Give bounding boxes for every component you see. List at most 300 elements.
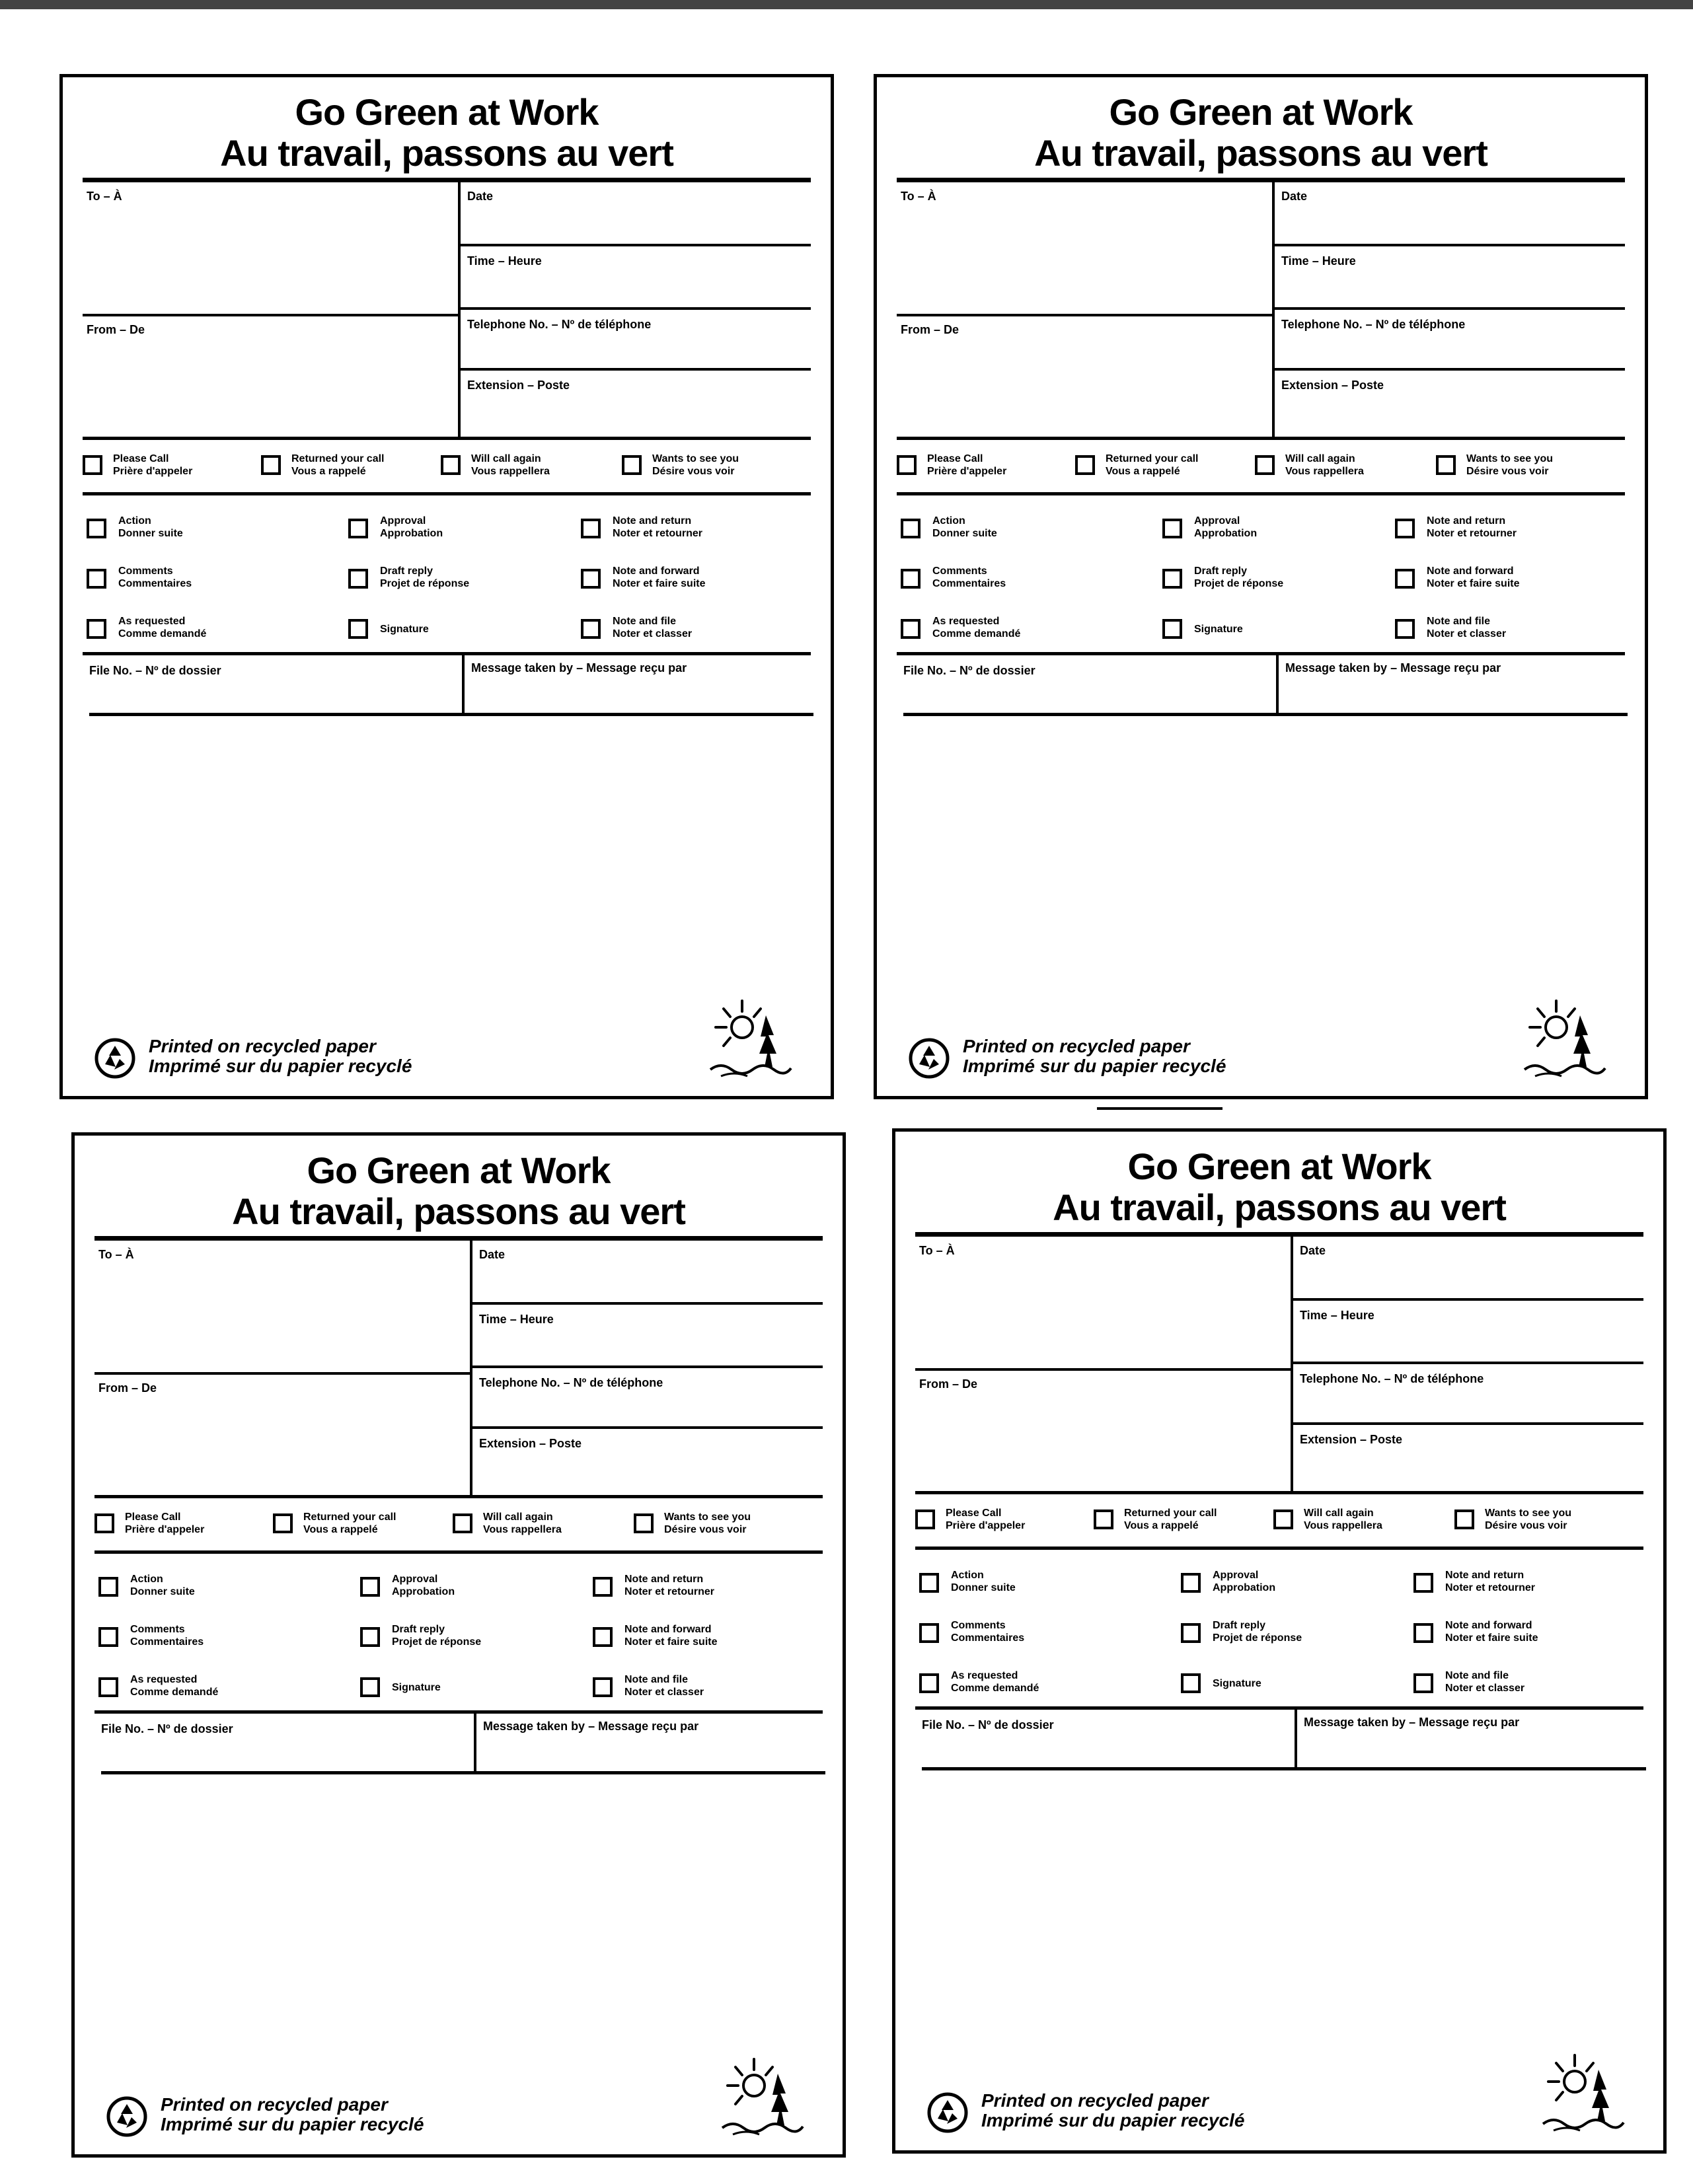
- action-option-label: [624, 1623, 717, 1648]
- action-option-checkbox[interactable]: [348, 569, 368, 589]
- to-from-rule: [915, 1368, 1292, 1371]
- action-option-en: Note and return: [1445, 1570, 1524, 1581]
- action-option-checkbox[interactable]: [87, 519, 106, 538]
- fields-bottom-rule: [94, 1495, 823, 1498]
- action-option-label: [613, 615, 692, 640]
- action-option-label: [932, 565, 1006, 590]
- action-option-en: Note and return: [1427, 515, 1506, 527]
- slip-title-fr: Au travail, passons au vert: [220, 132, 673, 174]
- action-option-en: Approval: [380, 515, 426, 527]
- call-option-fr: Vous rappellera: [1285, 466, 1364, 477]
- action-option-label: [130, 1573, 195, 1598]
- action-option-label: [380, 515, 443, 540]
- action-option-fr: Donner suite: [118, 528, 183, 539]
- action-option-checkbox[interactable]: [581, 569, 601, 589]
- action-option-checkbox[interactable]: [581, 519, 601, 538]
- sun-tree-logo-icon: [720, 2054, 806, 2140]
- call-option-label: [1285, 453, 1364, 478]
- call-option-en: Returned your call: [303, 1511, 396, 1523]
- action-option-en: Signature: [380, 624, 429, 635]
- call-option-fr: Vous a rappelé: [303, 1524, 378, 1535]
- file-no-label: File No. – Nº de dossier: [89, 664, 221, 677]
- title-rule: [897, 178, 1625, 182]
- call-option-checkbox[interactable]: [94, 1513, 114, 1533]
- action-option-fr: Donner suite: [130, 1586, 195, 1597]
- file-divider: [474, 1712, 476, 1774]
- action-option-en: Note and return: [613, 515, 692, 527]
- title-rule: [94, 1236, 823, 1241]
- slip-title-en: Go Green at Work: [295, 91, 599, 133]
- call-option-checkbox[interactable]: [897, 455, 917, 475]
- action-option-label: [1445, 1569, 1535, 1594]
- recycle-icon: [909, 1038, 950, 1079]
- time-rule: [1273, 307, 1625, 310]
- call-option-label: [664, 1511, 751, 1536]
- action-option-checkbox[interactable]: [901, 519, 921, 538]
- action-option-fr: Noter et faire suite: [624, 1636, 718, 1648]
- call-option-label: [471, 453, 550, 478]
- action-option-fr: Comme demandé: [932, 628, 1021, 639]
- to-from-rule: [94, 1372, 471, 1375]
- message-taken-label: Message taken by – Message reçu par: [471, 661, 687, 674]
- footer-fr: Imprimé sur du papier recyclé: [149, 1056, 412, 1076]
- sun-tree-logo-icon: [708, 996, 794, 1081]
- to-label: To – À: [87, 190, 122, 203]
- action-option-label: [1427, 565, 1519, 590]
- call-option-label: [291, 453, 384, 478]
- call-option-label: [1124, 1507, 1217, 1532]
- action-option-label: [951, 1619, 1024, 1644]
- action-option-label: [1427, 615, 1506, 640]
- phone-rule: [459, 368, 811, 371]
- call-option-label: [1485, 1507, 1571, 1532]
- action-option-checkbox[interactable]: [360, 1577, 380, 1597]
- call-option-label: [652, 453, 739, 478]
- action-option-en: As requested: [951, 1670, 1018, 1681]
- title-rule: [915, 1232, 1643, 1237]
- call-option-en: Please Call: [946, 1508, 1002, 1519]
- call-option-en: Will call again: [1285, 453, 1355, 464]
- action-option-fr: Projet de réponse: [1194, 578, 1284, 589]
- date-label: Date: [467, 190, 494, 203]
- footer-en: Printed on recycled paper: [981, 2090, 1209, 2111]
- message-taken-label: Message taken by – Message reçu par: [1304, 1716, 1520, 1729]
- action-option-en: Comments: [130, 1624, 185, 1635]
- call-option-label: [483, 1511, 562, 1536]
- call-row-rule: [83, 492, 811, 495]
- action-option-fr: Noter et classer: [613, 628, 693, 639]
- action-option-checkbox[interactable]: [1181, 1573, 1201, 1593]
- call-option-en: Please Call: [125, 1511, 181, 1523]
- call-option-en: Wants to see you: [1466, 453, 1553, 464]
- action-option-checkbox[interactable]: [593, 1677, 613, 1697]
- extension-label: Extension – Poste: [1281, 379, 1384, 392]
- action-option-fr: Noter et faire suite: [613, 578, 706, 589]
- action-option-fr: Approbation: [392, 1586, 455, 1597]
- action-option-label: [932, 615, 1020, 640]
- action-option-label: [130, 1673, 218, 1698]
- action-option-checkbox[interactable]: [1413, 1623, 1433, 1643]
- footer-en: Printed on recycled paper: [963, 1036, 1190, 1056]
- phone-rule: [471, 1426, 823, 1429]
- call-option-en: Wants to see you: [664, 1511, 751, 1523]
- call-option-en: Will call again: [483, 1511, 553, 1523]
- action-option-checkbox[interactable]: [581, 619, 601, 639]
- slip-title-en: Go Green at Work: [1127, 1146, 1431, 1187]
- slip-title-fr: Au travail, passons au vert: [1053, 1186, 1506, 1228]
- action-option-label: [1194, 515, 1257, 540]
- call-option-checkbox[interactable]: [622, 455, 642, 475]
- action-option-label: [951, 1669, 1039, 1694]
- action-option-en: Approval: [1213, 1570, 1259, 1581]
- action-option-en: Note and file: [1427, 616, 1491, 627]
- action-option-en: Draft reply: [392, 1624, 445, 1635]
- action-option-checkbox[interactable]: [901, 619, 921, 639]
- recycle-icon: [927, 2092, 968, 2133]
- action-option-checkbox[interactable]: [87, 619, 106, 639]
- call-option-label: [125, 1511, 204, 1536]
- action-option-label: [613, 515, 702, 540]
- action-option-fr: Projet de réponse: [392, 1636, 482, 1648]
- message-slip-4: [892, 1128, 1667, 2154]
- action-option-en: Note and forward: [1445, 1620, 1532, 1631]
- action-option-checkbox[interactable]: [87, 569, 106, 589]
- call-option-checkbox[interactable]: [453, 1513, 472, 1533]
- file-bottom-rule: [922, 1767, 1646, 1770]
- action-option-label: [1445, 1619, 1538, 1644]
- action-option-en: Note and forward: [1427, 565, 1514, 577]
- action-option-label: [118, 565, 192, 590]
- call-option-fr: Prière d'appeler: [946, 1520, 1026, 1531]
- action-option-fr: Projet de réponse: [1213, 1632, 1302, 1644]
- call-option-label: [1304, 1507, 1382, 1532]
- action-option-checkbox[interactable]: [919, 1573, 939, 1593]
- action-option-en: Comments: [118, 565, 173, 577]
- action-option-fr: Noter et classer: [1445, 1683, 1525, 1694]
- action-option-label: [392, 1623, 481, 1648]
- telephone-label: Telephone No. – Nº de téléphone: [1281, 318, 1466, 331]
- date-rule: [1273, 244, 1625, 246]
- action-option-label: [1213, 1677, 1261, 1690]
- action-option-checkbox[interactable]: [901, 569, 921, 589]
- action-option-en: Draft reply: [380, 565, 433, 577]
- file-no-label: File No. – Nº de dossier: [922, 1718, 1054, 1731]
- action-option-en: Action: [118, 515, 151, 527]
- action-option-fr: Noter et classer: [1427, 628, 1507, 639]
- action-option-checkbox[interactable]: [98, 1577, 118, 1597]
- call-option-checkbox[interactable]: [1454, 1510, 1474, 1529]
- time-rule: [471, 1365, 823, 1368]
- action-option-label: [118, 615, 206, 640]
- action-option-en: Action: [951, 1570, 984, 1581]
- slip-title-en: Go Green at Work: [307, 1149, 611, 1191]
- action-option-fr: Approbation: [380, 528, 443, 539]
- action-option-fr: Noter et retourner: [1445, 1582, 1536, 1593]
- action-option-label: [1194, 623, 1243, 636]
- action-option-en: Note and file: [613, 616, 677, 627]
- action-option-checkbox[interactable]: [348, 619, 368, 639]
- call-option-en: Please Call: [927, 453, 983, 464]
- date-label: Date: [1281, 190, 1308, 203]
- file-divider: [1276, 653, 1279, 715]
- time-label: Time – Heure: [1300, 1309, 1374, 1322]
- action-option-checkbox[interactable]: [98, 1627, 118, 1647]
- action-option-fr: Noter et faire suite: [1427, 578, 1520, 589]
- actions-bottom-rule: [94, 1710, 823, 1714]
- date-label: Date: [479, 1248, 506, 1261]
- action-option-checkbox[interactable]: [1162, 519, 1182, 538]
- action-option-label: [932, 515, 997, 540]
- call-option-label: [113, 453, 192, 478]
- message-slip-3: [71, 1132, 846, 2158]
- call-option-fr: Vous a rappelé: [291, 466, 366, 477]
- action-option-checkbox[interactable]: [593, 1577, 613, 1597]
- slip-title-fr: Au travail, passons au vert: [232, 1190, 685, 1232]
- action-option-checkbox[interactable]: [348, 519, 368, 538]
- action-option-checkbox[interactable]: [1395, 519, 1415, 538]
- footer-en: Printed on recycled paper: [161, 2094, 388, 2115]
- action-option-fr: Donner suite: [932, 528, 997, 539]
- action-option-en: Signature: [1213, 1678, 1261, 1689]
- call-option-en: Will call again: [471, 453, 541, 464]
- action-option-en: Note and forward: [624, 1624, 712, 1635]
- file-bottom-rule: [101, 1771, 825, 1774]
- action-option-en: Comments: [932, 565, 987, 577]
- action-option-en: As requested: [130, 1674, 198, 1685]
- call-option-fr: Désire vous voir: [1466, 466, 1549, 477]
- call-option-checkbox[interactable]: [273, 1513, 293, 1533]
- action-option-fr: Commentaires: [118, 578, 192, 589]
- action-option-en: Signature: [1194, 624, 1243, 635]
- fields-bottom-rule: [897, 437, 1625, 440]
- message-slip-1: [59, 74, 834, 1099]
- from-label: From – De: [98, 1381, 157, 1395]
- action-option-label: [380, 565, 469, 590]
- action-option-checkbox[interactable]: [1413, 1673, 1433, 1693]
- action-option-en: Comments: [951, 1620, 1006, 1631]
- to-label: To – À: [919, 1244, 955, 1257]
- telephone-label: Telephone No. – Nº de téléphone: [479, 1376, 663, 1389]
- action-option-fr: Commentaires: [932, 578, 1006, 589]
- action-option-checkbox[interactable]: [1181, 1673, 1201, 1693]
- action-option-checkbox[interactable]: [98, 1677, 118, 1697]
- call-row-rule: [897, 492, 1625, 495]
- call-option-en: Please Call: [113, 453, 169, 464]
- recycle-icon: [94, 1038, 135, 1079]
- cut-mark: [1097, 1107, 1223, 1110]
- to-from-rule: [83, 314, 459, 316]
- phone-rule: [1273, 368, 1625, 371]
- action-option-fr: Approbation: [1194, 528, 1258, 539]
- extension-label: Extension – Poste: [479, 1437, 582, 1450]
- call-option-fr: Vous a rappelé: [1124, 1520, 1199, 1531]
- to-from-rule: [897, 314, 1273, 316]
- action-option-fr: Donner suite: [951, 1582, 1016, 1593]
- action-option-fr: Commentaires: [130, 1636, 204, 1648]
- action-option-en: Note and file: [624, 1674, 689, 1685]
- action-option-label: [1445, 1669, 1524, 1694]
- sun-tree-logo-icon: [1522, 996, 1608, 1081]
- file-divider: [462, 653, 465, 715]
- action-option-en: Action: [130, 1574, 163, 1585]
- call-option-fr: Prière d'appeler: [113, 466, 193, 477]
- action-option-label: [624, 1573, 714, 1598]
- action-option-en: Action: [932, 515, 965, 527]
- phone-rule: [1292, 1422, 1643, 1425]
- action-option-fr: Noter et retourner: [1427, 528, 1517, 539]
- actions-bottom-rule: [83, 652, 811, 655]
- action-option-fr: Comme demandé: [130, 1687, 219, 1698]
- call-option-fr: Vous rappellera: [471, 466, 550, 477]
- action-option-label: [380, 623, 429, 636]
- extension-label: Extension – Poste: [467, 379, 570, 392]
- call-option-label: [303, 1511, 396, 1536]
- action-option-fr: Comme demandé: [118, 628, 207, 639]
- call-option-checkbox[interactable]: [634, 1513, 654, 1533]
- action-option-en: Approval: [1194, 515, 1240, 527]
- action-option-en: Draft reply: [1194, 565, 1248, 577]
- action-option-checkbox[interactable]: [1395, 569, 1415, 589]
- call-option-label: [946, 1507, 1025, 1532]
- call-option-en: Returned your call: [1106, 453, 1199, 464]
- footer-fr: Imprimé sur du papier recyclé: [161, 2114, 424, 2134]
- call-option-checkbox[interactable]: [83, 455, 102, 475]
- action-option-checkbox[interactable]: [1413, 1573, 1433, 1593]
- file-bottom-rule: [89, 713, 813, 716]
- message-taken-label: Message taken by – Message reçu par: [1285, 661, 1501, 674]
- action-option-en: Note and forward: [613, 565, 700, 577]
- file-bottom-rule: [903, 713, 1628, 716]
- date-rule: [459, 244, 811, 246]
- call-option-en: Wants to see you: [1485, 1508, 1571, 1519]
- time-label: Time – Heure: [1281, 254, 1356, 268]
- time-label: Time – Heure: [479, 1313, 554, 1326]
- call-row-rule: [94, 1550, 823, 1554]
- action-option-label: [951, 1569, 1016, 1594]
- call-option-checkbox[interactable]: [1273, 1510, 1293, 1529]
- call-option-fr: Vous a rappelé: [1106, 466, 1180, 477]
- recycled-paper-note: [981, 2091, 1244, 2130]
- time-rule: [459, 307, 811, 310]
- date-rule: [1292, 1298, 1643, 1301]
- actions-bottom-rule: [915, 1706, 1643, 1710]
- recycled-paper-note: [161, 2095, 424, 2134]
- action-option-label: [130, 1623, 204, 1648]
- call-option-checkbox[interactable]: [261, 455, 281, 475]
- action-option-checkbox[interactable]: [919, 1623, 939, 1643]
- file-divider: [1295, 1708, 1297, 1770]
- call-option-fr: Prière d'appeler: [125, 1524, 205, 1535]
- telephone-label: Telephone No. – Nº de téléphone: [467, 318, 652, 331]
- scan-edge-bar: [0, 0, 1693, 9]
- time-label: Time – Heure: [467, 254, 542, 268]
- call-option-label: [1466, 453, 1553, 478]
- sun-tree-logo-icon: [1540, 2050, 1626, 2136]
- action-option-label: [1213, 1619, 1302, 1644]
- action-option-checkbox[interactable]: [360, 1677, 380, 1697]
- fields-bottom-rule: [915, 1491, 1643, 1494]
- action-option-fr: Commentaires: [951, 1632, 1025, 1644]
- extension-label: Extension – Poste: [1300, 1433, 1403, 1446]
- call-option-checkbox[interactable]: [441, 455, 461, 475]
- to-label: To – À: [98, 1248, 134, 1261]
- action-option-label: [1427, 515, 1517, 540]
- recycled-paper-note: [149, 1037, 412, 1076]
- action-option-checkbox[interactable]: [1395, 619, 1415, 639]
- action-option-checkbox[interactable]: [360, 1627, 380, 1647]
- call-option-checkbox[interactable]: [1094, 1510, 1113, 1529]
- action-option-en: As requested: [932, 616, 1000, 627]
- call-option-fr: Vous rappellera: [1304, 1520, 1382, 1531]
- call-option-en: Will call again: [1304, 1508, 1374, 1519]
- action-option-label: [613, 565, 705, 590]
- message-slip-2: [874, 74, 1648, 1099]
- message-taken-label: Message taken by – Message reçu par: [483, 1720, 699, 1733]
- call-option-label: [927, 453, 1006, 478]
- action-option-label: [392, 1681, 441, 1694]
- footer-fr: Imprimé sur du papier recyclé: [981, 2110, 1245, 2130]
- action-option-en: Note and return: [624, 1574, 704, 1585]
- action-option-checkbox[interactable]: [1162, 569, 1182, 589]
- action-option-en: Note and file: [1445, 1670, 1509, 1681]
- slip-title-fr: Au travail, passons au vert: [1034, 132, 1487, 174]
- call-option-en: Returned your call: [1124, 1508, 1217, 1519]
- title-rule: [83, 178, 811, 182]
- actions-bottom-rule: [897, 652, 1625, 655]
- call-option-checkbox[interactable]: [1255, 455, 1275, 475]
- action-option-fr: Noter et retourner: [624, 1586, 715, 1597]
- telephone-label: Telephone No. – Nº de téléphone: [1300, 1372, 1484, 1385]
- action-option-checkbox[interactable]: [1181, 1623, 1201, 1643]
- call-option-checkbox[interactable]: [1436, 455, 1456, 475]
- date-rule: [471, 1302, 823, 1305]
- action-option-label: [1213, 1569, 1275, 1594]
- call-option-en: Wants to see you: [652, 453, 739, 464]
- file-no-label: File No. – Nº de dossier: [903, 664, 1035, 677]
- to-label: To – À: [901, 190, 936, 203]
- call-option-fr: Désire vous voir: [652, 466, 735, 477]
- action-option-label: [1194, 565, 1283, 590]
- action-option-label: [392, 1573, 455, 1598]
- action-option-label: [118, 515, 183, 540]
- call-option-label: [1106, 453, 1198, 478]
- action-option-fr: Comme demandé: [951, 1683, 1039, 1694]
- footer-en: Printed on recycled paper: [149, 1036, 376, 1056]
- action-option-checkbox[interactable]: [593, 1627, 613, 1647]
- action-option-fr: Noter et classer: [624, 1687, 704, 1698]
- from-label: From – De: [87, 323, 145, 336]
- recycled-paper-note: [963, 1037, 1226, 1076]
- action-option-en: As requested: [118, 616, 186, 627]
- date-label: Date: [1300, 1244, 1326, 1257]
- call-option-en: Returned your call: [291, 453, 385, 464]
- action-option-en: Approval: [392, 1574, 438, 1585]
- action-option-checkbox[interactable]: [919, 1673, 939, 1693]
- from-label: From – De: [901, 323, 959, 336]
- action-option-fr: Projet de réponse: [380, 578, 470, 589]
- call-option-fr: Désire vous voir: [1485, 1520, 1567, 1531]
- call-option-checkbox[interactable]: [915, 1510, 935, 1529]
- call-row-rule: [915, 1547, 1643, 1550]
- call-option-fr: Prière d'appeler: [927, 466, 1007, 477]
- action-option-label: [624, 1673, 704, 1698]
- recycle-icon: [106, 2096, 147, 2137]
- action-option-fr: Approbation: [1213, 1582, 1276, 1593]
- call-option-fr: Désire vous voir: [664, 1524, 747, 1535]
- action-option-fr: Noter et retourner: [613, 528, 703, 539]
- action-option-checkbox[interactable]: [1162, 619, 1182, 639]
- call-option-checkbox[interactable]: [1075, 455, 1095, 475]
